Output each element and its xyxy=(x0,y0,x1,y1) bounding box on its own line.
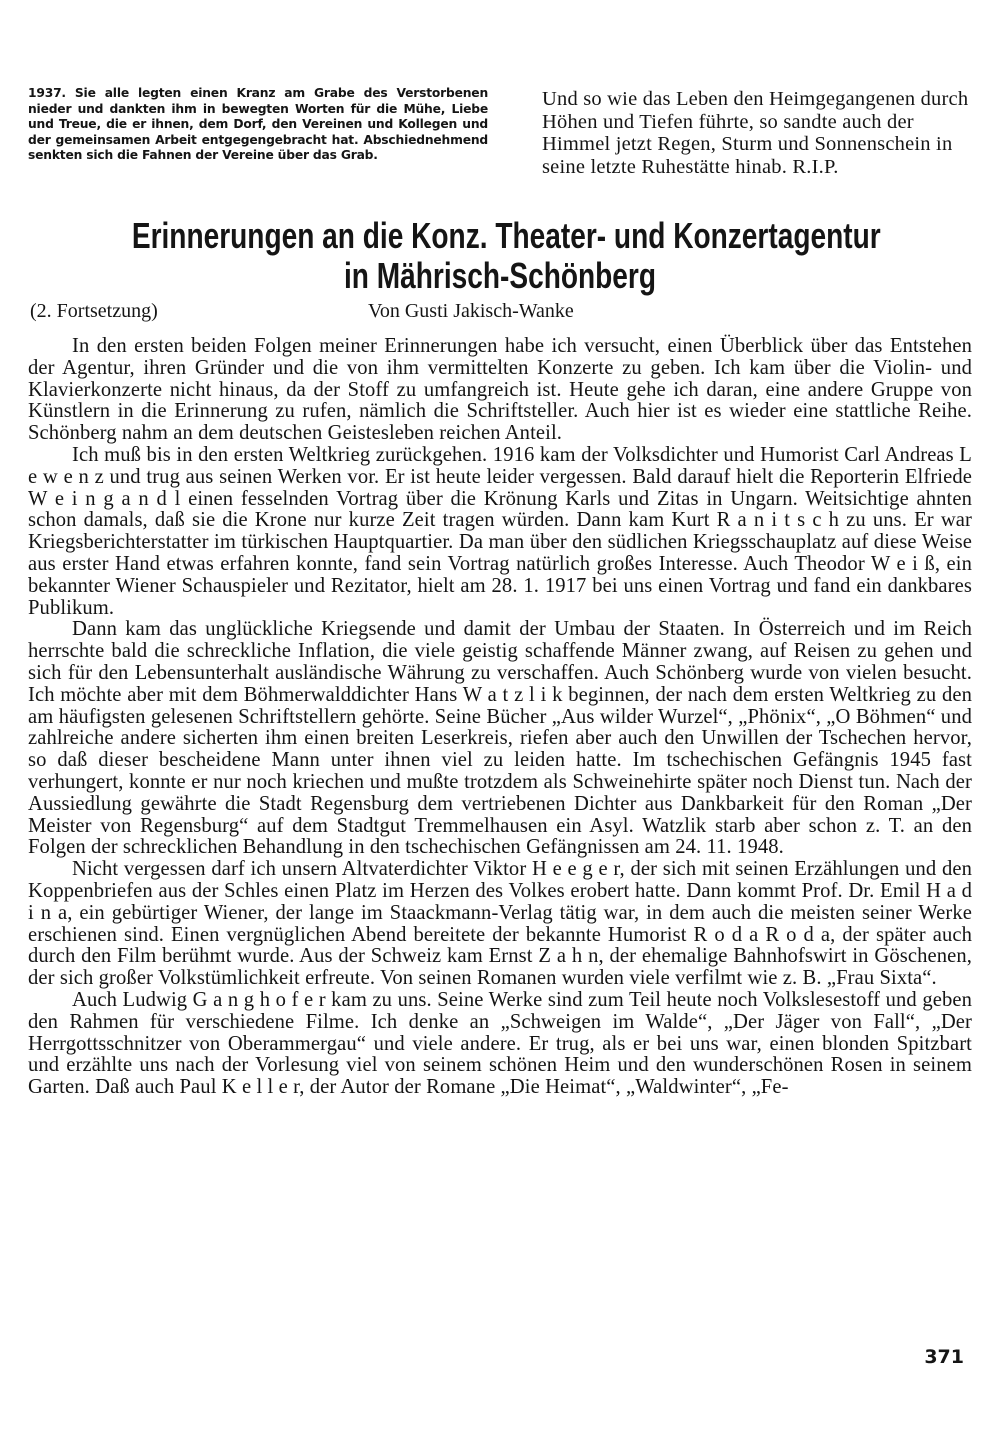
paragraph: Dann kam das unglückliche Kriegsende und damit der Umbau der Staaten. In Österreich und im Reich herrschte bald die schreckliche Inflation, die viele geistig schaffende Männer zwang, auf Reisen zu gehen und sich für den Lebensunterhalt ausländische Währung zu verschaffen. Auch Schönberg wurde von vielen besucht. Ich möchte aber mit dem Böhmerwalddichter Hans W a t z l i k beginnen, der nach dem ersten Weltkrieg zu den am häufigsten gelesenen Schriftstellern gehörte. Seine Bücher „Aus wilder Wurzel“, „Phönix“, „O Böhmen“ und zahlreiche andere sicherten ihm einen breiten Leserkreis, riefen aber auch den Unwillen der Tschechen hervor, so daß dieser bescheidene Mann unter ihnen viel zu leiden hatte. Im tschechischen Gefängnis 1945 fast verhungert, konnte er nur noch kriechen und mußte trotzdem als Schweinehirte später noch Dienst tun. Nach der Aussiedlung gewährte die Stadt Regensburg dem vertriebenen Dichter aus Dankbarkeit für den Roman „Der Meister von Regensburg“ auf dem Stadtgut Tremmelhausen ein Asyl. Watzlik starb aber schon z. T. an den Folgen der schrecklichen Behandlung in den tschechischen Gefängnissen am 24. 11. 1948. xyxy=(28,618,972,859)
paragraph: Nicht vergessen darf ich unsern Altvaterdichter Viktor H e e g e r, der sich mit seinen Erzählungen und den Koppenbriefen aus der Schles einen Platz im Herzen des Volkes erobert hatte. Dann kommt Prof. Dr. Emil H a d i n a, ein gebürtiger Wiener, der lange im Staackmann-Verlag tätig war, in dem auch die meisten seiner Werke erschienen sind. Einen vergnüglichen Abend bereitete der bekannte Humorist R o d a R o d a, der später auch durch den Film berühmt wurde. Aus der Schweiz kam Ernst Z a h n, der ehemalige Bahnhofswirt in Göschenen, der sich großer Volkstümlichkeit erfreute. Von seinen Romanen wurden viele verfilmt wie z. B. „Frau Sixta“. xyxy=(28,858,972,990)
previous-article-right-column: Und so wie das Leben den Heimgegangenen durch Höhen und Tiefen führte, so sandte auch der Himmel jetzt Regen, Sturm und Sonnenschein in seine letzte Ruhestätte hinab. R.I.P. xyxy=(542,88,969,178)
author-byline: Von Gusti Jakisch-Wanke xyxy=(368,300,574,322)
page-number: 371 xyxy=(924,1346,964,1368)
article-title-line-1: Erinnerungen an die Konz. Theater- und Konzertagentur xyxy=(131,215,881,256)
article-title xyxy=(131,215,881,296)
paragraph: Auch Ludwig G a n g h o f e r kam zu uns. Seine Werke sind zum Teil heute noch Volkslesestoff und geben den Rahmen für verschiedene Filme. Ich denke an „Schweigen im Walde“, „Der Jäger von Fall“, „Der Herrgottsschnitzer von Oberammergau“ und viele andere. Er trug, als er bei uns war, einen blonden Spitzbart und erzählte uns nach der Vorlesung viel von seinem schönen Heim und den wunderschönen Rosen in seinem Garten. Daß auch Paul K e l l e r, der Autor der Romane „Die Heimat“, „Waldwinter“, „Fe- xyxy=(28,988,972,1099)
article-subheading xyxy=(28,300,972,330)
previous-article-left-column: 1937. Sie alle legten einen Kranz am Grabe des Verstorbenen nieder und dankten ihm in bewegten Worten für die Mühe, Liebe und Treue, die er ihnen, dem Dorf, den Vereinen und Kollegen und der gemeinsamen Arbeit entgegengebracht hat. Abschiednehmend senkten sich die Fahnen der Vereine über das Grab. xyxy=(28,86,488,163)
page xyxy=(28,86,972,1099)
paragraph: In den ersten beiden Folgen meiner Erinnerungen habe ich versucht, einen Überblick über das Entstehen der Agentur, ihren Gründer und die von ihm vermittelten Konzerte zu geben. Ich kam über die Violin- und Klavierkonzerte nicht hinaus, da der Stoff zu umfangreich ist. Heute gehe ich daran, eine andere Gruppe von Künstlern in die Erinnerung zu rufen, nämlich die Schriftsteller. Auch hier ist es wieder eine stattliche Reihe. Schönberg nahm an dem deutschen Geistesleben reichen Anteil. xyxy=(28,335,972,445)
article-body xyxy=(28,336,972,1099)
article-title-line-2: in Mährisch-Schönberg xyxy=(343,255,657,296)
paragraph: Ich muß bis in den ersten Weltkrieg zurückgehen. 1916 kam der Volksdichter und Humorist Carl Andreas L e w e n z und trug aus seinen Werken vor. Er ist heute leider vergessen. Bald darauf hielt die Reporterin Elfriede W e i n g a n d l einen fesselnden Vortrag über die Krönung Karls und Zitas in Ungarn. Weitsichtige ahnten schon damals, daß sie die Krone nur kurze Zeit tragen würden. Dann kam Kurt R a n i t s c h zu uns. Er war Kriegsberichterstatter im türkischen Hauptquartier. Da man über den südlichen Kriegsschauplatz auf diese Weise aus erster Hand etwas erfahren konnte, fand sein Vortrag natürlich großes Interesse. Auch Theodor W e i ß, ein bekannter Wiener Schauspieler und Rezitator, hielt am 28. 1. 1917 bei uns einen Vortrag und fand ein dankbares Publikum. xyxy=(28,443,972,619)
continuation-note: (2. Fortsetzung) xyxy=(30,300,158,322)
top-columns xyxy=(28,86,972,178)
